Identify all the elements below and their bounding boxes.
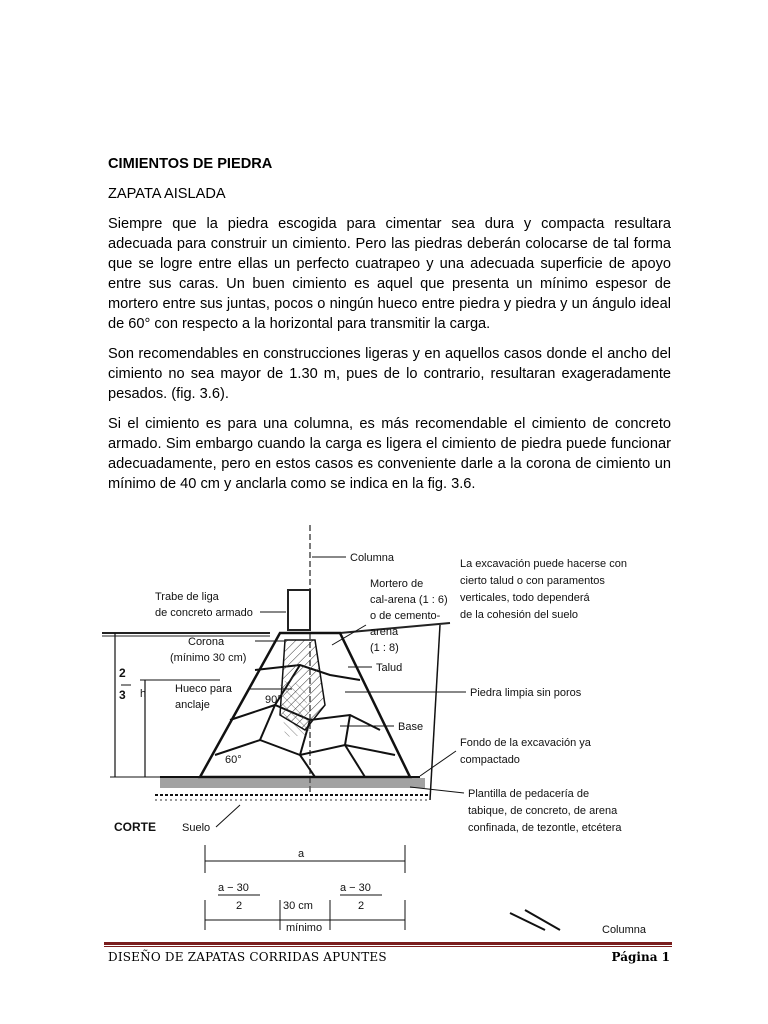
label-excavacion-2: cierto talud o con paramentos [460,575,605,587]
label-dim-left-num: a − 30 [218,882,249,894]
paragraph-2: Son recomendables en construcciones ligeras y en aquellos casos donde el ancho del cimiento no sea mayor de 1.30 m, pues de lo contrario, resultaran exageradamente pesados. (fig. 3.6). [108,346,671,402]
paragraph-1: Siempre que la piedra escogida para cimentar sea dura y compacta resultara adecuada para construir un cimiento. Pero las piedras deberán colocarse de tal forma que se logre entre ellas un perfecto cuatrapeo y una adecuada superficie de apoyo entre sus caras. Un buen cimiento es aquel que presenta un mínimo espesor de mortero entre sus juntas, pocos o ningún hueco entre piedra y piedra y un ángulo ideal de 60° con respecto a la horizontal para transmitir la carga. [108,216,671,332]
label-corona-2: (mínimo 30 cm) [170,652,247,664]
page-heading: CIMIENTOS DE PIEDRA [108,156,273,172]
label-plantilla-1: Plantilla de pedacería de [468,788,590,800]
fig2-stroke-2 [525,910,560,930]
label-hueco-2: anclaje [175,699,210,711]
label-columna: Columna [350,552,395,564]
label-talud: Talud [376,662,403,674]
label-plantilla-3: confinada, de tezontle, etcétera [468,822,622,834]
fig2-stroke-1 [510,913,545,930]
label-trabe-1: Trabe de liga [155,591,219,603]
figure-drawing [100,505,680,940]
label-mortero-4: arena [370,626,399,638]
document-body [108,150,671,504]
base-soil [155,777,430,800]
label-hueco-1: Hueco para [175,683,232,695]
label-dim-left-den: 2 [236,900,243,912]
label-mortero-3: o de cemento- [370,610,441,622]
label-plantilla-2: tabique, de concreto, de arena [468,805,618,817]
section-subheading: ZAPATA AISLADA [108,186,226,202]
label-dim-minimo: mínimo [286,922,323,934]
label-columna-2: Columna [602,924,647,936]
label-trabe-2: de concreto armado [155,607,253,619]
label-mortero-5: (1 : 8) [370,642,399,654]
footer-rule [104,942,672,945]
footer-rule-thin [104,946,672,947]
label-dim-a: a [298,848,305,860]
excavation-wall [430,625,440,800]
label-mortero-2: cal-arena (1 : 6) [370,594,448,606]
label-angle-90: 90° [265,694,282,706]
label-excavacion-4: de la cohesión del suelo [460,609,579,621]
label-fondo-2: compactado [460,754,520,766]
label-excavacion-1: La excavación puede hacerse con [460,558,627,570]
label-dim-right-den: 2 [358,900,365,912]
label-dim-right-num: a − 30 [340,882,371,894]
footer-title: DISEÑO DE ZAPATAS CORRIDAS APUNTES [108,950,387,964]
label-corte: CORTE [114,820,156,834]
label-h: h [140,688,147,700]
foundation-section-figure [100,505,680,940]
label-frac-num: 2 [119,666,126,680]
label-frac-den: 3 [119,688,126,702]
label-dim-center: 30 cm [283,900,313,912]
label-angle-60: 60° [225,754,242,766]
label-excavacion-3: verticales, todo dependerá [460,592,590,604]
label-base: Base [398,721,424,733]
label-suelo: Suelo [182,822,211,834]
page-number: Página 1 [611,950,670,964]
label-piedra: Piedra limpia sin poros [470,687,582,699]
label-corona-1: Corona [188,636,225,648]
label-fondo-1: Fondo de la excavación ya [460,737,591,749]
paragraph-3: Si el cimiento es para una columna, es más recomendable el cimiento de concreto armado. Sim embargo cuando la carga es ligera el cimiento de piedra puede funcionar adecuadamente, pero en estos casos es conveniente darle a la corona de cimiento un mínimo de 40 cm y anclarla como se indica en la fig. 3.6. [108,416,671,492]
label-mortero-1: Mortero de [370,578,424,590]
